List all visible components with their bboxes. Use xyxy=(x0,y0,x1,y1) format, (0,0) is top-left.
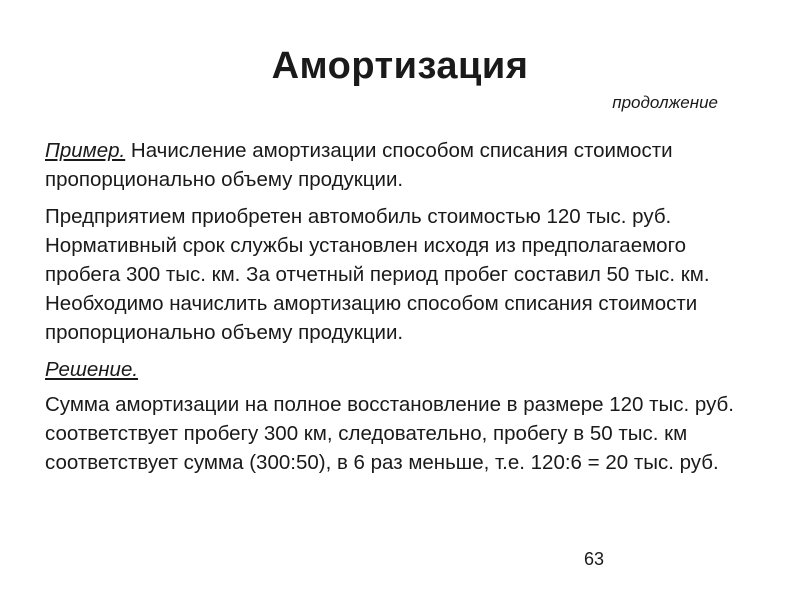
example-label: Пример. xyxy=(45,139,126,162)
solution-label: Решение. xyxy=(45,358,139,381)
slide-content xyxy=(45,136,750,485)
solution-heading xyxy=(45,355,750,384)
example-paragraph xyxy=(45,136,750,194)
solution-paragraph: Сумма амортизации на полное восстановление в размере 120 тыс. руб. соответствует пробегу 300 км, следовательно, пробегу в 50 тыс. км соответствует сумма (300:50), в 6 раз меньше, т.е. 120:6 = 20 тыс. руб. xyxy=(45,393,734,474)
example-text: Начисление амортизации способом списания стоимости пропорционально объему продукции. xyxy=(45,139,673,191)
problem-paragraph: Предприятием приобретен автомобиль стоимостью 120 тыс. руб. Нормативный срок службы установлен исходя из предполагаемого пробега 300 тыс. км. За отчетный период пробег составил 50 тыс. км. Необходимо начислить амортизацию способом списания стоимости пропорционально объему продукции. xyxy=(45,205,710,344)
continued-note: продолжение xyxy=(612,93,718,112)
page-number: 63 xyxy=(583,549,604,569)
slide-title: Амортизация xyxy=(271,45,529,87)
